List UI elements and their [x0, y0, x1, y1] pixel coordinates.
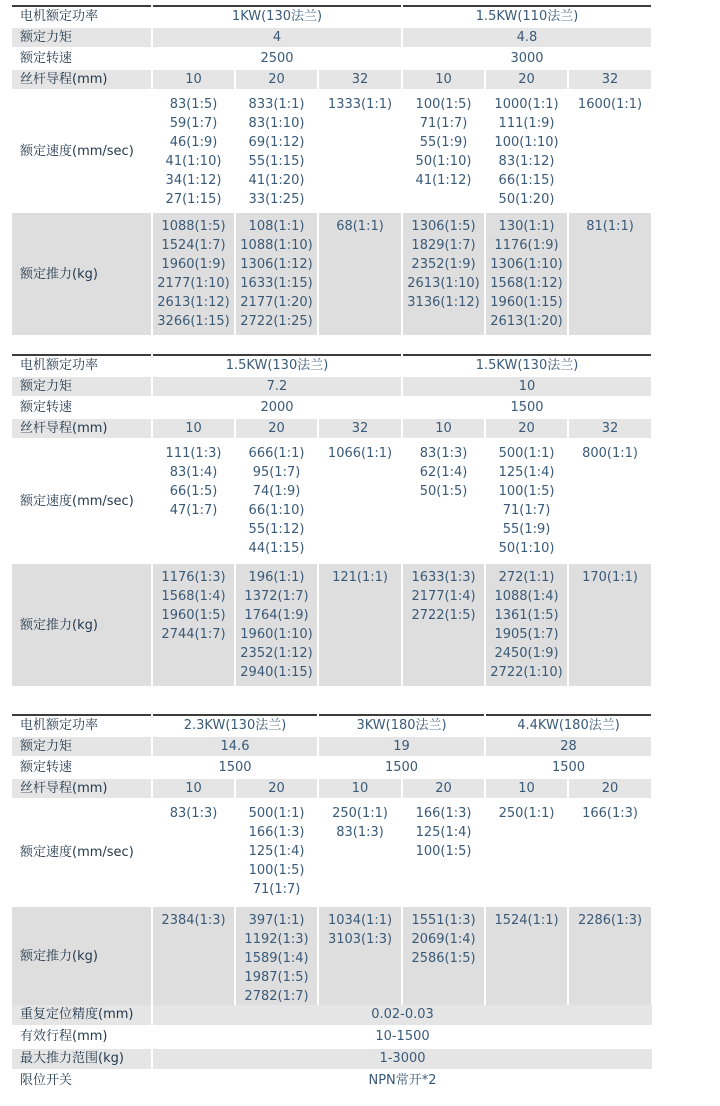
cell-line: 2940(1:15): [240, 665, 313, 680]
cell-line: 250(1:1): [498, 806, 555, 821]
speed-cell: [485, 90, 568, 212]
cell-line: 100(1:10): [494, 135, 559, 150]
thrust-label: 额定推力(kg): [12, 563, 152, 687]
cell-line: 62(1:4): [419, 465, 468, 480]
lead-value: 10: [402, 69, 485, 90]
torque-row: [12, 376, 652, 397]
rpm-label: 额定转速: [12, 757, 152, 778]
cell-line: 44(1:15): [248, 541, 305, 556]
lead-value: 20: [568, 778, 652, 799]
cell-line: 2352(1:12): [240, 646, 313, 661]
cell-line: 83(1:3): [336, 825, 384, 840]
cell-line: 1000(1:1): [494, 97, 559, 112]
cell-line: 1176(1:9): [494, 238, 559, 253]
lead-value: 20: [235, 418, 318, 439]
speed-row: [12, 90, 652, 212]
speed-label: 额定速度(mm/sec): [12, 90, 152, 212]
thrust-cell: [235, 212, 318, 336]
rpm-value: 1500: [152, 757, 318, 778]
torque-value: 4.8: [402, 27, 652, 48]
cell-line: 2722(1:10): [490, 665, 563, 680]
cell-line: 100(1:5): [248, 863, 305, 878]
cell-line: 33(1:25): [248, 192, 305, 207]
cell-line: 196(1:1): [248, 570, 305, 585]
power-label: 电机额定功率: [12, 355, 152, 376]
power-row: [12, 355, 652, 376]
cell-line: 55(1:9): [502, 522, 551, 537]
speed-cell: [152, 439, 235, 563]
cell-line: 2744(1:7): [161, 627, 226, 642]
lead-value: 32: [318, 69, 402, 90]
rpm-value: 3000: [402, 48, 652, 69]
cell-line: 2286(1:3): [577, 913, 643, 928]
cell-line: 500(1:1): [498, 446, 555, 461]
cell-line: 166(1:3): [248, 825, 305, 840]
rpm-value: 2500: [152, 48, 402, 69]
lead-value: 32: [568, 69, 652, 90]
thrust-cell: [318, 212, 402, 336]
cell-line: 71(1:7): [252, 882, 301, 897]
lead-value: 20: [235, 778, 318, 799]
lead-value: 20: [235, 69, 318, 90]
cell-line: 100(1:5): [415, 844, 472, 859]
cell-line: 55(1:12): [248, 522, 305, 537]
general-spec-table: [12, 1005, 652, 1093]
cell-line: 41(1:12): [415, 173, 472, 188]
cell-line: 50(1:20): [498, 192, 555, 207]
thrust-cell: [152, 906, 235, 1007]
cell-line: 68(1:1): [336, 219, 384, 234]
cell-line: 1551(1:3): [411, 913, 476, 928]
cell-line: 833(1:1): [248, 97, 305, 112]
cell-line: 1633(1:3): [411, 570, 476, 585]
lead-value: 20: [485, 418, 568, 439]
power-label: 电机额定功率: [12, 715, 152, 736]
power-label: 电机额定功率: [12, 6, 152, 27]
repeat-accuracy-label: 重复定位精度(mm): [12, 1005, 152, 1026]
cell-line: 83(1:3): [169, 806, 218, 821]
lead-value: 10: [152, 69, 235, 90]
cell-line: 500(1:1): [248, 806, 305, 821]
cell-line: 1764(1:9): [244, 608, 309, 623]
cell-line: 3266(1:15): [157, 314, 230, 329]
cell-line: 1306(1:5): [411, 219, 476, 234]
cell-line: 41(1:10): [165, 154, 222, 169]
rpm-label: 额定转速: [12, 397, 152, 418]
lead-value: 32: [568, 418, 652, 439]
lead-value: 20: [402, 778, 485, 799]
rpm-row: [12, 397, 652, 418]
cell-line: 1066(1:1): [327, 446, 393, 461]
speed-row: [12, 799, 652, 906]
repeat-accuracy-value: 0.02-0.03: [152, 1005, 652, 1026]
thrust-cell: [402, 212, 485, 336]
lead-value: 10: [485, 778, 568, 799]
cell-line: 2722(1:25): [240, 314, 313, 329]
speed-cell: [235, 90, 318, 212]
cell-line: 27(1:15): [165, 192, 222, 207]
cell-line: 1524(1:1): [494, 913, 559, 928]
limit-switch-label: 限位开关: [12, 1070, 152, 1092]
cell-line: 41(1:20): [248, 173, 305, 188]
lead-label: 丝杆导程(mm): [12, 418, 152, 439]
speed-cell: [485, 799, 568, 906]
cell-line: 95(1:7): [252, 465, 301, 480]
thrust-cell: [485, 212, 568, 336]
cell-line: 81(1:1): [586, 219, 634, 234]
max-thrust-row: [12, 1048, 652, 1070]
cell-line: 74(1:9): [252, 484, 301, 499]
rpm-row: [12, 48, 652, 69]
torque-label: 额定力矩: [12, 376, 152, 397]
cell-line: 50(1:5): [419, 484, 468, 499]
cell-line: 34(1:12): [165, 173, 222, 188]
cell-line: 111(1:9): [498, 116, 555, 131]
cell-line: 2384(1:3): [161, 913, 226, 928]
speed-cell: [235, 439, 318, 563]
torque-label: 额定力矩: [12, 736, 152, 757]
cell-line: 1176(1:3): [161, 570, 226, 585]
thrust-cell: [568, 563, 652, 687]
cell-line: 800(1:1): [582, 446, 638, 461]
thrust-label: 额定推力(kg): [12, 212, 152, 336]
cell-line: 1960(1:15): [490, 295, 563, 310]
cell-line: 1568(1:4): [161, 589, 226, 604]
cell-line: 1633(1:15): [240, 276, 313, 291]
torque-value: 14.6: [152, 736, 318, 757]
rpm-value: 1500: [402, 397, 652, 418]
cell-line: 125(1:4): [415, 825, 472, 840]
cell-line: 666(1:1): [248, 446, 305, 461]
cell-line: 69(1:12): [248, 135, 305, 150]
torque-value: 7.2: [152, 376, 402, 397]
cell-line: 2722(1:5): [411, 608, 476, 623]
speed-cell: [235, 799, 318, 906]
cell-line: 1372(1:7): [244, 589, 309, 604]
cell-line: 2613(1:20): [490, 314, 563, 329]
thrust-cell: [152, 212, 235, 336]
cell-line: 46(1:9): [169, 135, 218, 150]
speed-cell: [485, 439, 568, 563]
cell-line: 2586(1:5): [411, 951, 476, 966]
cell-line: 100(1:5): [415, 97, 472, 112]
speed-cell: [152, 90, 235, 212]
torque-value: 10: [402, 376, 652, 397]
cell-line: 2352(1:9): [411, 257, 476, 272]
torque-row: [12, 736, 652, 757]
speed-cell: [402, 799, 485, 906]
cell-line: 3103(1:3): [327, 932, 393, 947]
cell-line: 71(1:7): [502, 503, 551, 518]
thrust-cell: [485, 563, 568, 687]
lead-value: 10: [152, 418, 235, 439]
cell-line: 55(1:15): [248, 154, 305, 169]
lead-label: 丝杆导程(mm): [12, 69, 152, 90]
cell-line: 1088(1:4): [494, 589, 559, 604]
thrust-cell: [402, 563, 485, 687]
limit-switch-row: [12, 1070, 652, 1092]
rpm-label: 额定转速: [12, 48, 152, 69]
thrust-cell: [318, 563, 402, 687]
cell-line: 1306(1:10): [490, 257, 563, 272]
cell-line: 1905(1:7): [494, 627, 559, 642]
thrust-cell: [568, 212, 652, 336]
cell-line: 66(1:15): [498, 173, 555, 188]
cell-line: 2177(1:10): [157, 276, 230, 291]
speed-label: 额定速度(mm/sec): [12, 799, 152, 906]
cell-line: 100(1:5): [498, 484, 555, 499]
cell-line: 397(1:1): [248, 913, 305, 928]
cell-line: 83(1:3): [419, 446, 468, 461]
speed-cell: [318, 799, 402, 906]
cell-line: 108(1:1): [248, 219, 305, 234]
power-value: 3KW(180法兰): [318, 715, 485, 736]
speed-cell: [568, 799, 652, 906]
speed-cell: [318, 90, 402, 212]
cell-line: 83(1:12): [498, 154, 555, 169]
cell-line: 66(1:5): [169, 484, 218, 499]
cell-line: 2782(1:7): [244, 989, 309, 1004]
lead-value: 20: [485, 69, 568, 90]
cell-line: 50(1:10): [415, 154, 472, 169]
repeat-accuracy-row: [12, 1005, 652, 1026]
cell-line: 1306(1:12): [240, 257, 313, 272]
cell-line: 1333(1:1): [327, 97, 393, 112]
rpm-row: [12, 757, 652, 778]
cell-line: 111(1:3): [165, 446, 222, 461]
power-value: 1KW(130法兰): [152, 6, 402, 27]
lead-value: 10: [402, 418, 485, 439]
cell-line: 3136(1:12): [407, 295, 480, 310]
max-thrust-label: 最大推力范围(kg): [12, 1048, 152, 1070]
cell-line: 2177(1:4): [411, 589, 476, 604]
speed-cell: [152, 799, 235, 906]
thrust-cell: [152, 563, 235, 687]
cell-line: 1088(1:10): [240, 238, 313, 253]
cell-line: 2613(1:12): [157, 295, 230, 310]
speed-cell: [402, 439, 485, 563]
cell-line: 1960(1:9): [161, 257, 226, 272]
cell-line: 47(1:7): [169, 503, 218, 518]
power-value: 2.3KW(130法兰): [152, 715, 318, 736]
thrust-label: 额定推力(kg): [12, 906, 152, 1007]
cell-line: 121(1:1): [332, 570, 388, 585]
speed-row: [12, 439, 652, 563]
cell-line: 83(1:10): [248, 116, 305, 131]
power-value: 1.5KW(110法兰): [402, 6, 652, 27]
lead-row: [12, 778, 652, 799]
cell-line: 66(1:10): [248, 503, 305, 518]
power-value: 1.5KW(130法兰): [402, 355, 652, 376]
lead-row: [12, 69, 652, 90]
cell-line: 1589(1:4): [244, 951, 309, 966]
cell-line: 166(1:3): [582, 806, 638, 821]
cell-line: 272(1:1): [498, 570, 555, 585]
thrust-cell: [402, 906, 485, 1007]
speed-cell: [568, 439, 652, 563]
spec-table-2: [12, 354, 653, 688]
stroke-value: 10-1500: [152, 1026, 652, 1048]
torque-value: 19: [318, 736, 485, 757]
cell-line: 1960(1:5): [161, 608, 226, 623]
cell-line: 1361(1:5): [494, 608, 559, 623]
cell-line: 1524(1:7): [161, 238, 226, 253]
cell-line: 1568(1:12): [490, 276, 563, 291]
speed-cell: [402, 90, 485, 212]
thrust-cell: [485, 906, 568, 1007]
cell-line: 2450(1:9): [494, 646, 559, 661]
cell-line: 59(1:7): [169, 116, 218, 131]
cell-line: 1088(1:5): [161, 219, 226, 234]
torque-row: [12, 27, 652, 48]
speed-cell: [318, 439, 402, 563]
power-row: [12, 715, 652, 736]
lead-label: 丝杆导程(mm): [12, 778, 152, 799]
thrust-row: [12, 563, 652, 687]
cell-line: 83(1:5): [169, 97, 218, 112]
rpm-value: 1500: [318, 757, 485, 778]
cell-line: 83(1:4): [169, 465, 218, 480]
thrust-cell: [318, 906, 402, 1007]
cell-line: 71(1:7): [419, 116, 468, 131]
speed-cell: [568, 90, 652, 212]
power-row: [12, 6, 652, 27]
cell-line: 1960(1:10): [240, 627, 313, 642]
torque-value: 28: [485, 736, 652, 757]
cell-line: 50(1:10): [498, 541, 555, 556]
stroke-label: 有效行程(mm): [12, 1026, 152, 1048]
cell-line: 1192(1:3): [244, 932, 309, 947]
cell-line: 1600(1:1): [577, 97, 643, 112]
thrust-cell: [235, 906, 318, 1007]
rpm-value: 1500: [485, 757, 652, 778]
spec-table-3: [12, 714, 653, 1008]
thrust-row: [12, 212, 652, 336]
thrust-row: [12, 906, 652, 1007]
thrust-cell: [568, 906, 652, 1007]
speed-label: 额定速度(mm/sec): [12, 439, 152, 563]
max-thrust-value: 1-3000: [152, 1048, 652, 1070]
torque-label: 额定力矩: [12, 27, 152, 48]
cell-line: 1829(1:7): [411, 238, 476, 253]
power-value: 1.5KW(130法兰): [152, 355, 402, 376]
cell-line: 2069(1:4): [411, 932, 476, 947]
torque-value: 4: [152, 27, 402, 48]
cell-line: 166(1:3): [415, 806, 472, 821]
thrust-cell: [235, 563, 318, 687]
lead-value: 10: [318, 778, 402, 799]
rpm-value: 2000: [152, 397, 402, 418]
cell-line: 130(1:1): [498, 219, 555, 234]
stroke-row: [12, 1026, 652, 1048]
power-value: 4.4KW(180法兰): [485, 715, 652, 736]
cell-line: 2177(1:20): [240, 295, 313, 310]
cell-line: 125(1:4): [248, 844, 305, 859]
cell-line: 1034(1:1): [327, 913, 393, 928]
cell-line: 1987(1:5): [244, 970, 309, 985]
spec-table-1: [12, 5, 653, 337]
cell-line: 2613(1:10): [407, 276, 480, 291]
cell-line: 250(1:1): [332, 806, 388, 821]
lead-value: 32: [318, 418, 402, 439]
limit-switch-value: NPN常开*2: [152, 1070, 652, 1092]
cell-line: 170(1:1): [582, 570, 638, 585]
cell-line: 55(1:9): [419, 135, 468, 150]
lead-value: 10: [152, 778, 235, 799]
cell-line: 125(1:4): [498, 465, 555, 480]
lead-row: [12, 418, 652, 439]
